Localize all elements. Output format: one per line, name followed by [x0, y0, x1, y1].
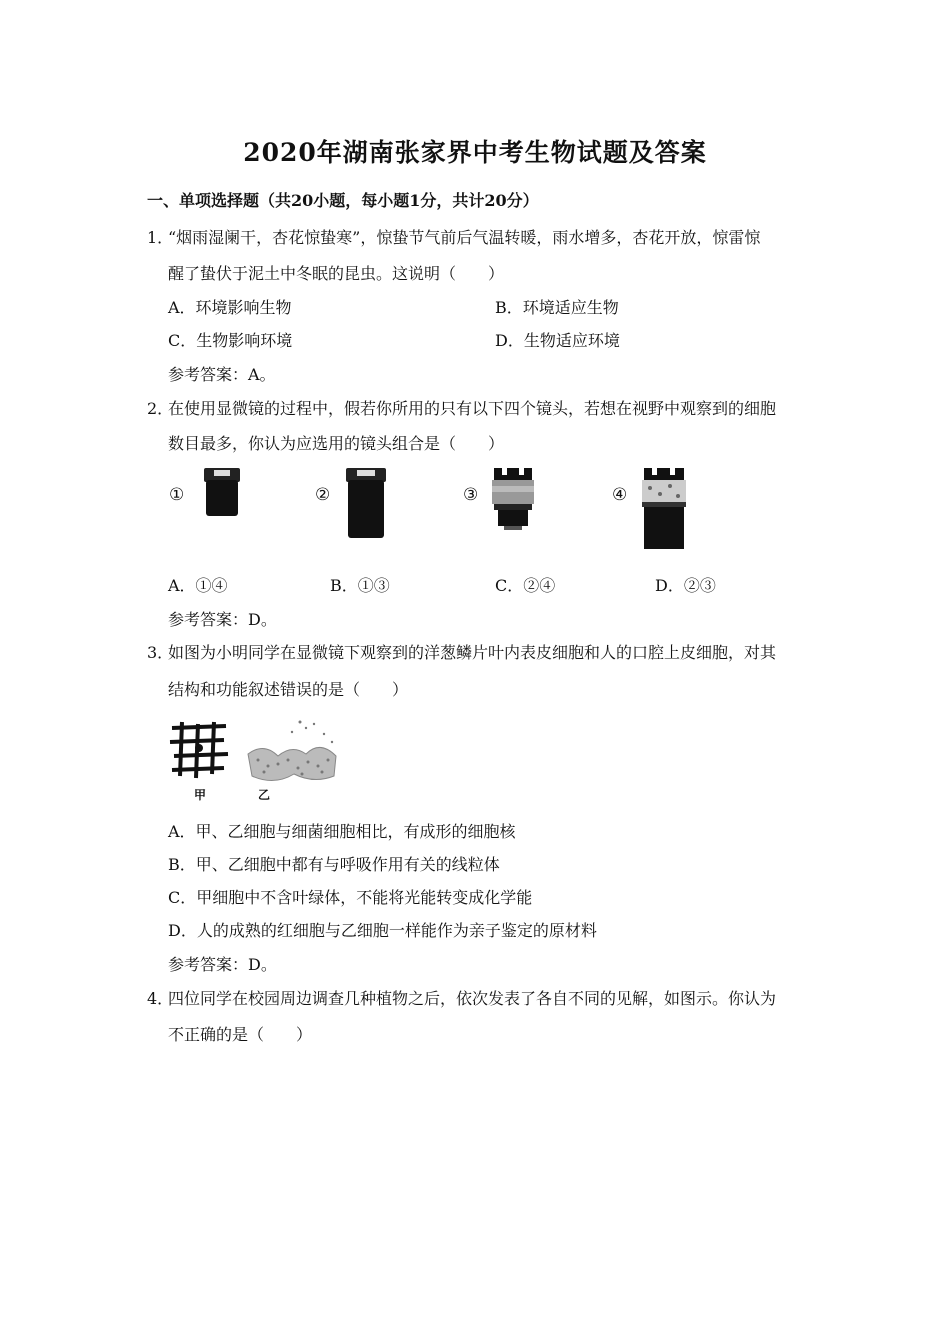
question-number: 4． [147, 989, 174, 1008]
eyepiece-lens-3-image [490, 466, 536, 532]
option-c: C．甲细胞中不含叶绿体，不能将光能转变成化学能 [168, 888, 533, 907]
option-a: A．甲、乙细胞与细菌细胞相比，有成形的细胞核 [168, 822, 516, 841]
option-b: B．环境适应生物 [495, 298, 619, 317]
onion-cells-image [168, 718, 230, 780]
lens-label-3: ③ [463, 485, 479, 505]
eyepiece-lens-4-image [640, 466, 688, 550]
option-d: D．生物适应环境 [495, 331, 620, 350]
lens-label-4: ④ [612, 485, 628, 505]
figure-label-yi: 乙 [258, 788, 271, 802]
answer: 参考答案：D。 [168, 610, 277, 629]
question-number: 2． [147, 399, 174, 418]
question-line: 在使用显微镜的过程中，假若你所用的只有以下四个镜头，若想在视野中观察到的细胞 [168, 399, 777, 418]
option-d: D．人的成熟的红细胞与乙细胞一样能作为亲子鉴定的原材料 [168, 921, 597, 940]
question-number: 1． [147, 228, 174, 247]
question-line: 结构和功能叙述错误的是（ ） [168, 680, 409, 699]
question-line: 醒了蛰伏于泥土中冬眠的昆虫。这说明（ ） [168, 264, 505, 283]
answer: 参考答案：D。 [168, 955, 277, 974]
objective-lens-2-image [344, 466, 388, 540]
option-d: D．②③ [655, 576, 716, 595]
answer: 参考答案：A。 [168, 365, 276, 384]
question-line: 如图为小明同学在显微镜下观察到的洋葱鳞片叶内表皮细胞和人的口腔上皮细胞，对其 [168, 643, 777, 662]
option-a: A．环境影响生物 [168, 298, 292, 317]
objective-lens-1-image [200, 466, 244, 518]
question-line: 四位同学在校园周边调查几种植物之后，依次发表了各自不同的见解，如图示。你认为 [168, 989, 777, 1008]
lens-label-1: ① [169, 485, 185, 505]
option-a: A．①④ [168, 576, 228, 595]
question-line: 数目最多，你认为应选用的镜头组合是（ ） [168, 434, 505, 453]
section-heading: 一、单项选择题（共20小题，每小题1分，共计20分） [147, 191, 539, 210]
question-line: 不正确的是（ ） [168, 1025, 313, 1044]
page-title: 2020年湖南张家界中考生物试题及答案 [243, 138, 707, 167]
cheek-cells-image [244, 714, 340, 788]
question-number: 3． [147, 643, 174, 662]
option-c: C．生物影响环境 [168, 331, 293, 350]
option-c: C．②④ [495, 576, 556, 595]
question-line: “烟雨湿阑干，杏花惊蛰寒”，惊蛰节气前后气温转暖，雨水增多，杏花开放，惊雷惊 [168, 228, 761, 247]
lens-label-2: ② [315, 485, 331, 505]
option-b: B．甲、乙细胞中都有与呼吸作用有关的线粒体 [168, 855, 500, 874]
figure-label-jia: 甲 [194, 788, 207, 802]
option-b: B．①③ [330, 576, 390, 595]
